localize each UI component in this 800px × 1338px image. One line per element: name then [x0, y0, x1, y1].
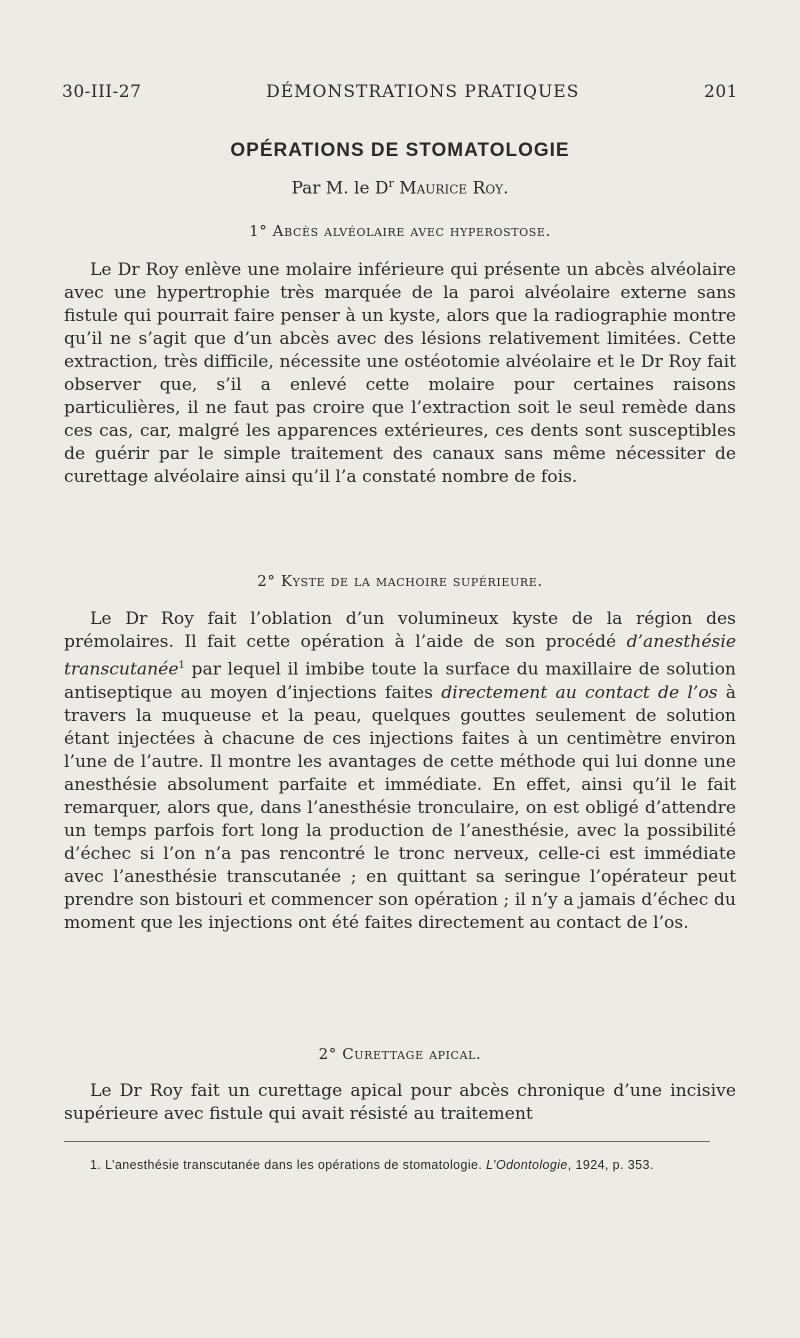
section-heading-1: 1° Abcès alvéolaire avec hyperostose.	[249, 222, 551, 240]
paragraph-1: Le Dr Roy enlève une molaire inférieure qui présente un abcès alvéolaire avec une hypertrophie très marquée de la paroi alvéolaire externe sans fistule qui pourrait faire penser à un kyste, alors que la radiographie montre qu’il ne s’agit que d’un abcès avec des lésions relativement limitées. Cette extraction, très difficile, nécessite une ostéotomie alvéolaire et le Dr Roy fait observer que, s’il a enlevé cette molaire pour certaines raisons particulières, il ne faut pas croire que l’extraction soit le seul remède dans ces cas, car, malgré les apparences extérieures, ces dents sont susceptibles de guérir par le simple traitement des canaux sans même nécessiter de curettage alvéolaire ainsi qu’il l’a constaté nombre de fois.	[64, 260, 736, 487]
byline-sup: r	[388, 177, 394, 190]
paragraph-2-italic-a: d’anesthésie transcutanée	[64, 632, 736, 680]
byline-name: Maurice Roy.	[393, 178, 509, 199]
header-date: 30-III-27	[62, 82, 142, 102]
footnote	[64, 1155, 710, 1175]
footnote-number: 1.	[90, 1158, 102, 1172]
section-heading-2: 2° Kyste de la machoire supérieure.	[257, 572, 543, 590]
paragraph-2-part-a: Le Dr Roy fait l’oblation d’un volumineux kyste de la région des prémolaires. Il fait cette opération à l’aide de son procédé	[64, 609, 736, 652]
section-heading-3: 2° Curettage apical.	[318, 1045, 482, 1063]
paragraph-2	[64, 608, 736, 935]
footnote-divider	[64, 1141, 710, 1142]
footnote-text: L’anesthésie transcutanée dans les opérations de stomatologie.	[101, 1158, 487, 1172]
paragraph-2-part-b: par lequel il imbibe toute la surface du maxillaire de solution antiseptique au moyen d’injections faites	[64, 659, 736, 703]
byline	[0, 177, 800, 199]
footnote-journal: L’Odontologie	[486, 1158, 568, 1172]
byline-prefix: Par M. le D	[291, 178, 389, 199]
running-header	[62, 82, 738, 102]
paragraph-2-italic-b: directement au contact de l’os	[441, 682, 718, 703]
article-title: OPÉRATIONS DE STOMATOLOGIE	[230, 140, 570, 161]
page-number: 201	[704, 82, 738, 102]
header-title: DÉMONSTRATIONS PRATIQUES	[266, 82, 580, 102]
footnote-reference: 1	[178, 660, 185, 671]
footnote-citation: , 1924, p. 353.	[567, 1158, 654, 1172]
paragraph-2-part-c: à travers la muqueuse et la peau, quelques gouttes seulement de solution étant injectées à chacune de ces injections faites à un centimètre environ l’une de l’autre. Il montre les avantages de cette méthode qui lui donne une anesthésie absolument parfaite et immédiate. En effet, ainsi qu’il le fait remarquer, alors que, dans l’anesthésie tronculaire, on est obligé d’attendre un temps parfois fort long la production de l’anesthésie, avec la possibilité d’échec si l’on n’a pas rencontré le tronc nerveux, celle-ci est immédiate avec l’anesthésie transcutanée ; en quittant sa seringue l’opérateur peut prendre son bistouri et commencer son opération ; il n’y a jamais d’échec du moment que les injections ont été faites directement au contact de l’os.	[64, 682, 736, 933]
paragraph-3: Le Dr Roy fait un curettage apical pour abcès chronique d’une incisive supérieure avec fistule qui avait résisté au traitement	[64, 1081, 736, 1124]
